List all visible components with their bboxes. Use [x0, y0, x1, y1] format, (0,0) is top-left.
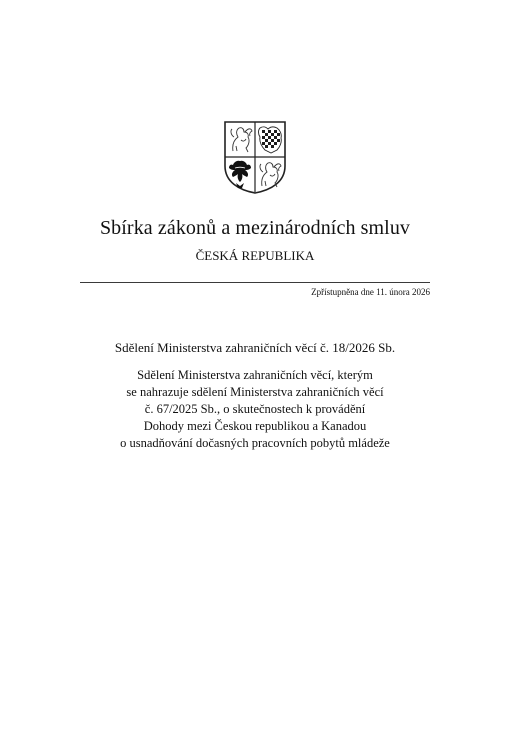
country-name: ČESKÁ REPUBLIKA [195, 248, 315, 263]
document-number: Sdělení Ministerstva zahraničních věcí č. 18/2026 Sb. [114, 340, 396, 355]
document-title [0, 367, 510, 452]
document-title-line: č. 67/2025 Sb., o skutečnostech k provádění [144, 402, 366, 416]
header-divider [80, 282, 430, 283]
document-title-line: Dohody mezi Českou republikou a Kanadou [143, 419, 367, 433]
document-title-line: o usnadňování dočasných pracovních pobytů mládeže [120, 436, 390, 450]
document-title-line: se nahrazuje sdělení Ministerstva zahraničních věcí [126, 385, 384, 399]
collection-title: Sbírka zákonů a mezinárodních smluv [99, 217, 411, 239]
publication-date: Zpřístupněna dne 11. února 2026 [311, 287, 430, 297]
document-title-line: Sdělení Ministerstva zahraničních věcí, kterým [137, 368, 373, 382]
state-coat-of-arms-icon [223, 120, 287, 195]
